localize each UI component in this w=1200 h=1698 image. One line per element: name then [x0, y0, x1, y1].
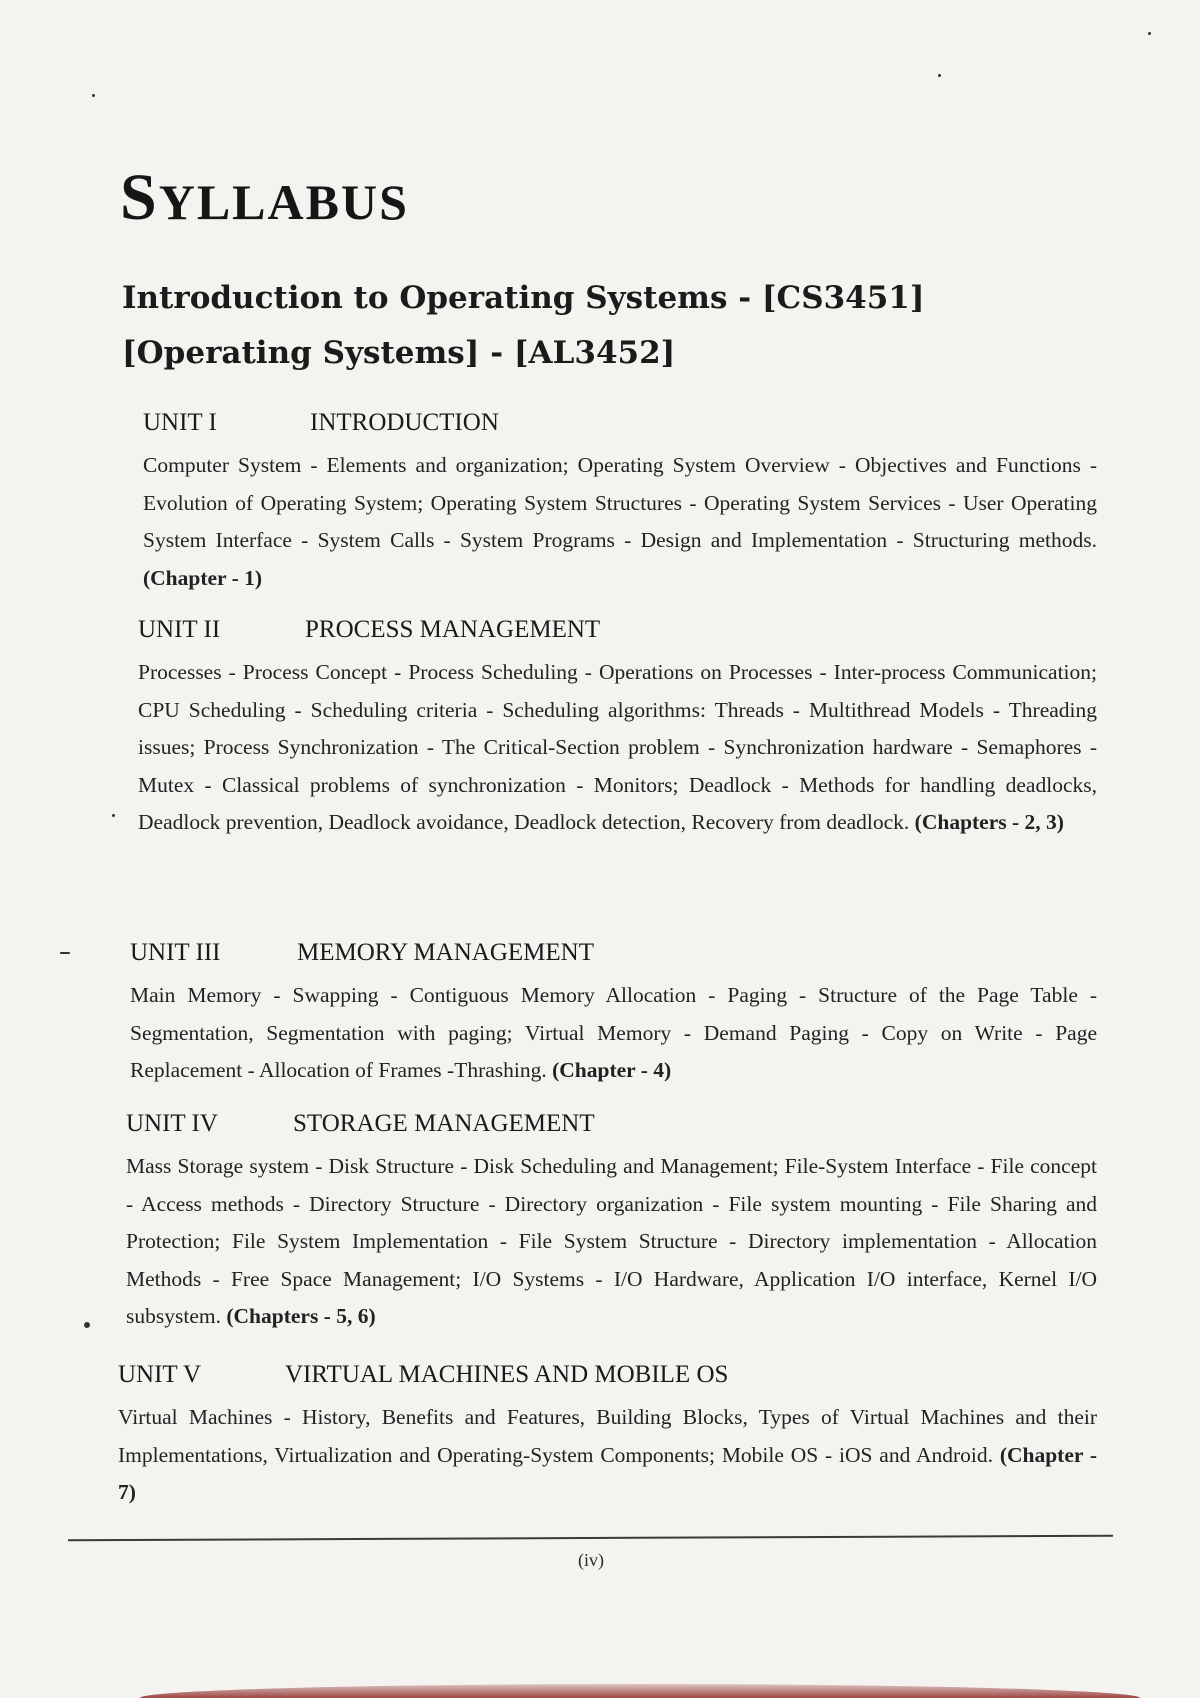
unit-topics: Main Memory - Swapping - Contiguous Memory Allocation - Paging - Structure of the Page Table - Segmentation, Segmentation with paging; Virtual Memory - Demand Paging - Copy on Write - Page Replacement - Allocation of Frames -Thrashing. — [130, 983, 1097, 1082]
unit-topics: Mass Storage system - Disk Structure - Disk Scheduling and Management; File-System Interface - File concept - Access methods - Directory Structure - Directory organization - File system mounting - File Sharing and Protection; File System Implementation - File System Structure - Directory implementation - Allocation Methods - Free Space Management; I/O Systems - I/O Hardware, Application I/O interface, Kernel I/O subsystem. — [126, 1154, 1097, 1328]
unit-1 — [143, 410, 1097, 597]
unit-description — [130, 977, 1097, 1090]
page-title-rest: YLLABUS — [158, 174, 409, 230]
chapter-reference: (Chapter - 4) — [552, 1058, 672, 1082]
scan-speck — [84, 1322, 90, 1328]
chapter-reference: (Chapter - 1) — [143, 565, 263, 590]
chapter-reference: (Chapters - 2, 3) — [914, 810, 1064, 834]
unit-heading — [143, 410, 1097, 435]
unit-heading — [138, 617, 1097, 642]
chapter-reference: (Chapter - 7) — [118, 1442, 1098, 1504]
chapter-reference: (Chapters - 5, 6) — [226, 1304, 376, 1328]
scan-speck — [60, 952, 70, 954]
unit-title: PROCESS MANAGEMENT — [305, 616, 601, 643]
subject-title-al3452: [Operating Systems] - [AL3452] — [122, 335, 676, 371]
unit-heading — [130, 940, 1097, 965]
page-title-initial: S — [120, 161, 159, 234]
scan-speck — [112, 814, 115, 817]
unit-5 — [118, 1362, 1097, 1512]
unit-3 — [130, 940, 1097, 1090]
unit-2 — [138, 617, 1097, 842]
subject-title-cs3451: Introduction to Operating Systems - [CS3451] — [122, 280, 925, 316]
unit-heading — [126, 1111, 1097, 1136]
unit-description — [138, 654, 1097, 842]
unit-description — [143, 447, 1097, 597]
scan-speck — [1148, 32, 1151, 35]
unit-topics: Computer System - Elements and organization; Operating System Overview - Objectives and Functions - Evolution of Operating System; Operating System Structures - Operating System Services - User Operating System Interface - System Calls - System Programs - Design and Implementation - Structuring methods. — [143, 453, 1097, 552]
unit-number: UNIT V — [118, 1361, 202, 1388]
unit-title: VIRTUAL MACHINES AND MOBILE OS — [285, 1361, 729, 1388]
unit-topics: Processes - Process Concept - Process Scheduling - Operations on Processes - Inter-process Communication; CPU Scheduling - Scheduling criteria - Scheduling algorithms: Threads - Multithread Models - Threading issues; Process Synchronization - The Critical-Section problem - Synchronization hardware - Semaphores - Mutex - Classical problems of synchronization - Monitors; Deadlock - Methods for handling deadlocks, Deadlock prevention, Deadlock avoidance, Deadlock detection, Recovery from deadlock. — [138, 660, 1097, 834]
unit-title: STORAGE MANAGEMENT — [293, 1110, 595, 1137]
scan-speck — [938, 74, 941, 77]
unit-topics: Virtual Machines - History, Benefits and Features, Building Blocks, Types of Virtual Machines and their Implementations, Virtualization and Operating-System Components; Mobile OS - iOS and Android. — [118, 1405, 1097, 1467]
unit-number: UNIT I — [143, 409, 217, 436]
unit-number: UNIT II — [138, 616, 221, 643]
unit-title: INTRODUCTION — [310, 409, 499, 436]
unit-number: UNIT III — [130, 939, 221, 966]
unit-number: UNIT IV — [126, 1110, 218, 1137]
unit-4 — [126, 1111, 1097, 1336]
scan-speck — [92, 94, 95, 97]
unit-title: MEMORY MANAGEMENT — [297, 939, 594, 966]
unit-heading — [118, 1362, 1097, 1387]
unit-description — [126, 1148, 1097, 1336]
page-number: (iv) — [578, 1550, 604, 1570]
unit-description — [118, 1399, 1097, 1512]
